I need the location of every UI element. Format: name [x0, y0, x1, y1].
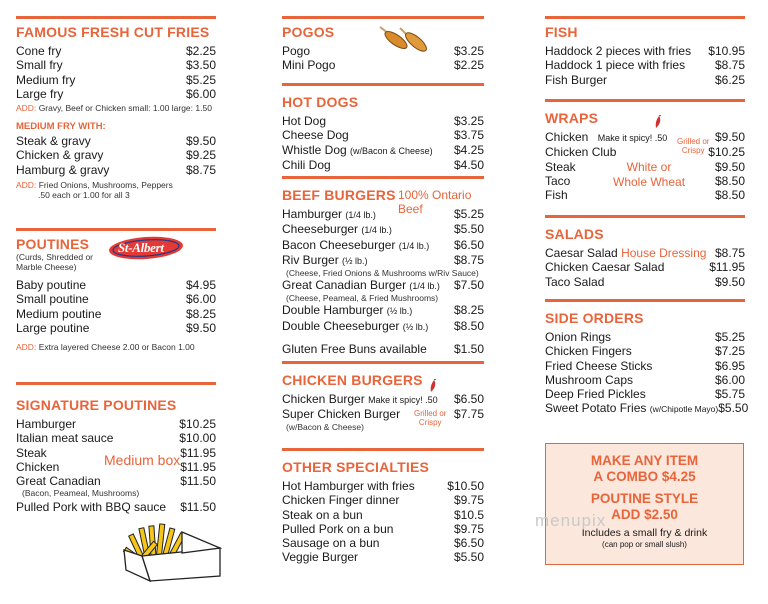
- divider: [282, 16, 484, 19]
- grilled-crispy-badge: [414, 409, 446, 427]
- menu-item: [16, 163, 216, 177]
- menu-item: [545, 387, 745, 401]
- menu-item: [545, 246, 745, 260]
- menu-item: [545, 359, 745, 373]
- item-name: Veggie Burger: [282, 550, 359, 565]
- item-price: $5.25: [453, 207, 484, 221]
- badge-text: Grilled or: [677, 137, 710, 146]
- item-name: Large fry: [16, 86, 64, 101]
- item-price: $9.50: [185, 320, 216, 335]
- item-name: Chili Dog: [282, 157, 331, 172]
- item-price: $10.25: [179, 417, 216, 431]
- badge-text: Grilled or: [414, 409, 447, 418]
- menu-item: [282, 143, 484, 158]
- watermark: menupix: [535, 511, 607, 530]
- menu-item: [16, 73, 216, 87]
- menu-item: [282, 114, 484, 128]
- item-name: Great Canadian Burger: [282, 278, 407, 293]
- item-name: Hot Hamburger with fries: [282, 479, 415, 493]
- item-name: Haddock 1 piece with fries: [545, 58, 686, 73]
- item-price: $6.25: [714, 72, 745, 87]
- item-name: Haddock 2 pieces with fries: [545, 44, 692, 58]
- combo-line: (can pop or small slush): [602, 540, 687, 549]
- divider: [16, 382, 216, 385]
- menu-item: [545, 330, 745, 344]
- item-note: (Cheese, Peameal, & Fried Mushrooms): [286, 293, 439, 304]
- menu-item: [545, 58, 745, 72]
- menu-item: [282, 278, 484, 293]
- menu-item: [545, 73, 745, 87]
- grilled-crispy-badge: [677, 137, 709, 155]
- item-price: $10.50: [447, 479, 484, 493]
- item-price: $6.00: [714, 372, 745, 387]
- item-note: (1/4 lb.): [345, 210, 376, 220]
- menu-item: [282, 342, 484, 356]
- item-price: $9.50: [714, 159, 745, 174]
- item-price: $5.50: [453, 222, 484, 237]
- item-price: $8.25: [185, 306, 216, 321]
- item-name: Cheeseburger: [282, 222, 359, 237]
- divider: [545, 215, 745, 218]
- item-note: (1/4 lb.): [398, 240, 430, 251]
- section-title: SIGNATURE POUTINES: [16, 397, 177, 413]
- item-name: Chicken: [16, 459, 60, 474]
- section-signature-poutines: [16, 382, 216, 515]
- item-name: Sausage on a bun: [282, 536, 380, 551]
- menu-item: [545, 344, 745, 358]
- menu-item: [16, 292, 216, 306]
- section-salads: [545, 215, 745, 289]
- menu-item: [545, 401, 749, 416]
- item-price: $5.25: [714, 330, 745, 344]
- item-name: Sweet Potato Fries: [545, 401, 647, 416]
- item-price: $7.25: [714, 344, 745, 359]
- section-title: SIDE ORDERS: [545, 310, 644, 326]
- item-price: $10.25: [708, 145, 745, 160]
- section-title: FISH: [545, 24, 578, 40]
- item-name: Hot Dog: [282, 114, 327, 128]
- menu-item: [282, 128, 484, 142]
- item-price: $8.50: [714, 188, 745, 203]
- item-price: $4.50: [453, 157, 484, 172]
- poutines-subtitle-2: Marble Cheese): [16, 262, 77, 272]
- combo-box: [545, 443, 744, 565]
- item-note: Make it spicy! .50: [368, 395, 438, 405]
- item-name: Chicken: [545, 130, 589, 144]
- item-note: (1/4 lb.): [409, 281, 440, 292]
- item-price: $6.50: [453, 237, 484, 252]
- item-note: (½ lb.): [386, 306, 413, 317]
- menu-item: [16, 44, 216, 58]
- item-name: Large poutine: [16, 320, 90, 335]
- ontario-beef-note: 100% Ontario Beef: [398, 188, 472, 216]
- menu-item: [545, 145, 745, 159]
- section-side-orders: [545, 299, 749, 417]
- item-name: Fish: [545, 188, 568, 203]
- item-name: Small poutine: [16, 292, 89, 307]
- note-line: Whole Wheat: [613, 175, 686, 189]
- chili-pepper-icon: [653, 115, 663, 129]
- divider: [282, 176, 484, 179]
- item-note: (w/Chipotle Mayo): [649, 404, 719, 415]
- item-name: Chicken Caesar Salad: [545, 260, 665, 275]
- item-name: Whistle Dog: [282, 142, 347, 157]
- item-name: Caesar Salad: [545, 246, 618, 260]
- item-name: Hamburger: [282, 207, 343, 221]
- item-price: $9.75: [453, 493, 484, 508]
- item-note: Make it spicy! .50: [597, 133, 668, 143]
- item-price: $3.75: [453, 128, 484, 143]
- poutines-add-note: [16, 342, 216, 352]
- item-price: $5.75: [714, 387, 745, 402]
- item-note: (½ lb.): [402, 321, 429, 332]
- menu-item: [282, 58, 484, 72]
- menu-item: [16, 278, 216, 292]
- item-name: Small fry: [16, 58, 63, 73]
- menu-item: [282, 522, 484, 536]
- section-title: WRAPS: [545, 110, 599, 126]
- menu-item: [16, 87, 216, 101]
- item-price: $3.25: [453, 44, 484, 58]
- item-name: Great Canadian: [16, 474, 101, 489]
- divider: [16, 16, 216, 19]
- item-note: (w/Bacon & Cheese): [286, 421, 364, 432]
- badge-text: Crispy: [681, 146, 705, 155]
- menu-item: [545, 275, 745, 289]
- menu-item: [282, 158, 484, 172]
- menu-item: [282, 550, 484, 564]
- item-name: Fried Cheese Sticks: [545, 358, 653, 373]
- item-note: (Bacon, Peameal, Mushrooms): [22, 488, 140, 499]
- section-wraps: [545, 99, 745, 202]
- item-price: $7.50: [453, 278, 484, 293]
- menu-item: [282, 508, 484, 522]
- combo-line: MAKE ANY ITEM: [590, 453, 699, 468]
- item-name: Pogo: [282, 44, 311, 58]
- item-price: $11.95: [180, 445, 216, 460]
- item-price: $6.95: [714, 358, 745, 373]
- menu-item: [16, 417, 216, 431]
- item-name: Bacon Cheeseburger: [282, 237, 396, 252]
- item-price: $10.5: [453, 507, 484, 522]
- menu-item: [282, 303, 484, 318]
- menu-item: [16, 307, 216, 321]
- menu-item: [16, 500, 216, 514]
- item-name: Chicken & gravy: [16, 148, 104, 163]
- item-name: Pulled Pork with BBQ sauce: [16, 500, 167, 515]
- item-note: (1/4 lb.): [361, 225, 392, 236]
- fries-add-note: [16, 103, 216, 113]
- section-poutines: [16, 228, 216, 352]
- item-price: $6.00: [185, 86, 216, 101]
- section-title: FAMOUS FRESH CUT FRIES: [16, 24, 210, 40]
- item-price: $5.50: [718, 401, 749, 416]
- item-name: Chicken Fingers: [545, 344, 632, 359]
- item-name: Baby poutine: [16, 278, 87, 292]
- item-name: Double Hamburger: [282, 303, 384, 318]
- item-price: $8.50: [453, 318, 484, 333]
- menu-item: [16, 148, 216, 162]
- menu-item: [282, 222, 484, 237]
- item-name: Riv Burger: [282, 252, 339, 267]
- menu-item: [16, 321, 216, 335]
- section-title: POUTINES: [16, 236, 90, 252]
- poutines-subtitle: (Curds, Shredded or: [16, 252, 94, 262]
- item-name: Onion Rings: [545, 330, 612, 344]
- divider: [282, 83, 484, 86]
- medium-box-note: Medium box: [104, 452, 181, 468]
- bread-choice-note: [613, 160, 685, 190]
- section-other-specialties: [282, 448, 484, 565]
- item-price: $6.50: [453, 392, 484, 406]
- item-name: Italian meat sauce: [16, 431, 114, 446]
- item-price: $2.25: [185, 44, 216, 58]
- item-name: Fish Burger: [545, 72, 608, 87]
- menu-item: [282, 392, 484, 407]
- item-price: $11.50: [180, 474, 216, 489]
- divider: [545, 99, 745, 102]
- combo-line: Includes a small fry & drink: [581, 527, 708, 539]
- item-name: Gluten Free Buns available: [282, 342, 427, 357]
- combo-line: A COMBO $4.25: [593, 469, 696, 484]
- menu-item: [282, 253, 484, 268]
- item-price: $8.75: [185, 162, 216, 177]
- item-name: Double Cheeseburger: [282, 318, 400, 333]
- item-name: Mini Pogo: [282, 58, 336, 73]
- item-name: Medium poutine: [16, 306, 102, 321]
- menu-item: [16, 58, 216, 72]
- add-text: Extra layered Cheese 2.00 or Bacon 1.00: [38, 342, 195, 353]
- menu-item: [282, 407, 484, 421]
- combo-line: POUTINE STYLE: [590, 491, 699, 506]
- item-name: Medium fry: [16, 72, 76, 87]
- item-name: Chicken Finger dinner: [282, 493, 400, 508]
- item-price: $8.25: [453, 303, 484, 318]
- item-price: $7.75: [453, 407, 484, 422]
- item-name: Steak & gravy: [16, 134, 91, 149]
- section-chicken-burgers: [282, 361, 484, 432]
- note-line: White or: [626, 160, 672, 174]
- chili-pepper-icon: [428, 379, 438, 393]
- combo-line: ADD $2.50: [611, 507, 678, 522]
- section-pogos: [282, 16, 484, 73]
- item-name: Chicken Burger: [282, 392, 365, 406]
- section-title: OTHER SPECIALTIES: [282, 459, 430, 475]
- item-price: $11.95: [180, 459, 216, 474]
- item-name: Taco Salad: [545, 274, 605, 289]
- item-price: $8.75: [714, 58, 745, 73]
- section-hot-dogs: [282, 83, 484, 172]
- menu-item: [545, 130, 745, 145]
- item-price: $10.95: [708, 44, 745, 58]
- section-beef-burgers: [282, 176, 484, 356]
- medium-fry-title: MEDIUM FRY WITH:: [16, 121, 106, 133]
- item-note: (w/Bacon & Cheese): [350, 145, 433, 156]
- item-price: $3.50: [185, 58, 216, 73]
- add-label: ADD:: [16, 103, 37, 114]
- item-price: $11.50: [180, 500, 216, 515]
- item-price: $9.25: [185, 148, 216, 163]
- item-price: $8.75: [453, 252, 484, 267]
- menu-item: [282, 479, 484, 493]
- add-label: ADD:: [16, 342, 37, 353]
- item-price: $1.50: [453, 342, 484, 357]
- item-price: $3.25: [453, 114, 484, 128]
- fries-box-icon: [122, 520, 224, 582]
- item-price: $6.00: [185, 292, 216, 307]
- item-price: $9.50: [185, 134, 216, 149]
- menu-item: [282, 493, 484, 507]
- medium-add-note-2: .50 each or 1.00 for all 3: [38, 190, 130, 201]
- item-name: Mushroom Caps: [545, 372, 634, 387]
- item-price: $8.75: [714, 246, 745, 260]
- item-name: Hamburger: [16, 417, 77, 431]
- divider: [545, 16, 745, 19]
- menu-item: [282, 319, 484, 334]
- divider: [282, 448, 484, 451]
- section-title: CHICKEN BURGERS: [282, 372, 423, 388]
- item-name: Deep Fried Pickles: [545, 387, 646, 402]
- divider: [16, 228, 216, 231]
- item-name: Chicken Club: [545, 145, 617, 160]
- item-price: $9.75: [453, 521, 484, 536]
- fries-list: [16, 44, 216, 101]
- menu-item: [545, 44, 745, 58]
- add-text: Fried Onions, Mushrooms, Peppers: [38, 180, 173, 191]
- item-name: Steak on a bun: [282, 507, 363, 522]
- section-title: SALADS: [545, 226, 604, 242]
- item-name: Pulled Pork on a bun: [282, 521, 394, 536]
- item-price: $9.50: [714, 274, 745, 289]
- item-note: (Cheese, Fried Onions & Mushrooms w/Riv Sauce): [286, 268, 479, 279]
- item-price: $11.95: [709, 260, 745, 275]
- divider: [545, 299, 745, 302]
- item-name: Cheese Dog: [282, 128, 349, 143]
- item-price: $9.50: [714, 130, 745, 144]
- item-price: $4.25: [453, 142, 484, 157]
- menu-item: [545, 373, 745, 387]
- menu-item: [545, 188, 745, 202]
- section-title: HOT DOGS: [282, 94, 359, 110]
- section-title: BEEF BURGERS: [282, 187, 396, 203]
- item-price: $5.50: [453, 550, 484, 565]
- item-price: $4.95: [185, 278, 216, 292]
- item-name: Taco: [545, 173, 571, 188]
- item-note: (½ lb.): [342, 255, 368, 266]
- section-title: POGOS: [282, 24, 335, 40]
- menu-item: [16, 134, 216, 148]
- section-fish: [545, 16, 745, 87]
- menu-item: [282, 536, 484, 550]
- divider: [282, 361, 484, 364]
- house-dressing-note: House Dressing: [621, 246, 707, 260]
- add-label: ADD:: [16, 180, 37, 191]
- item-price: $6.50: [453, 536, 484, 551]
- item-name: Steak: [545, 159, 576, 174]
- menu-item: [545, 260, 745, 274]
- item-price: $8.50: [714, 173, 745, 188]
- item-name: Super Chicken Burger: [282, 407, 401, 422]
- item-name: Hamburg & gravy: [16, 162, 110, 177]
- item-name: Steak: [16, 445, 47, 460]
- menu-item: [16, 474, 216, 488]
- corn-dog-icon: [376, 24, 432, 58]
- st-albert-logo: [108, 236, 184, 260]
- logo-text: St-Albert: [118, 240, 164, 255]
- menu-item: [282, 238, 484, 253]
- item-price: $5.25: [185, 72, 216, 87]
- item-price: $2.25: [453, 58, 484, 73]
- item-name: Cone fry: [16, 44, 62, 58]
- medium-add-note: [16, 180, 216, 190]
- section-fries: [16, 16, 216, 200]
- menu-item: [16, 431, 216, 445]
- add-text: Gravy, Beef or Chicken small: 1.00 large: 1.50: [38, 103, 212, 114]
- badge-text: Crispy: [418, 418, 442, 427]
- item-price: $10.00: [179, 431, 216, 446]
